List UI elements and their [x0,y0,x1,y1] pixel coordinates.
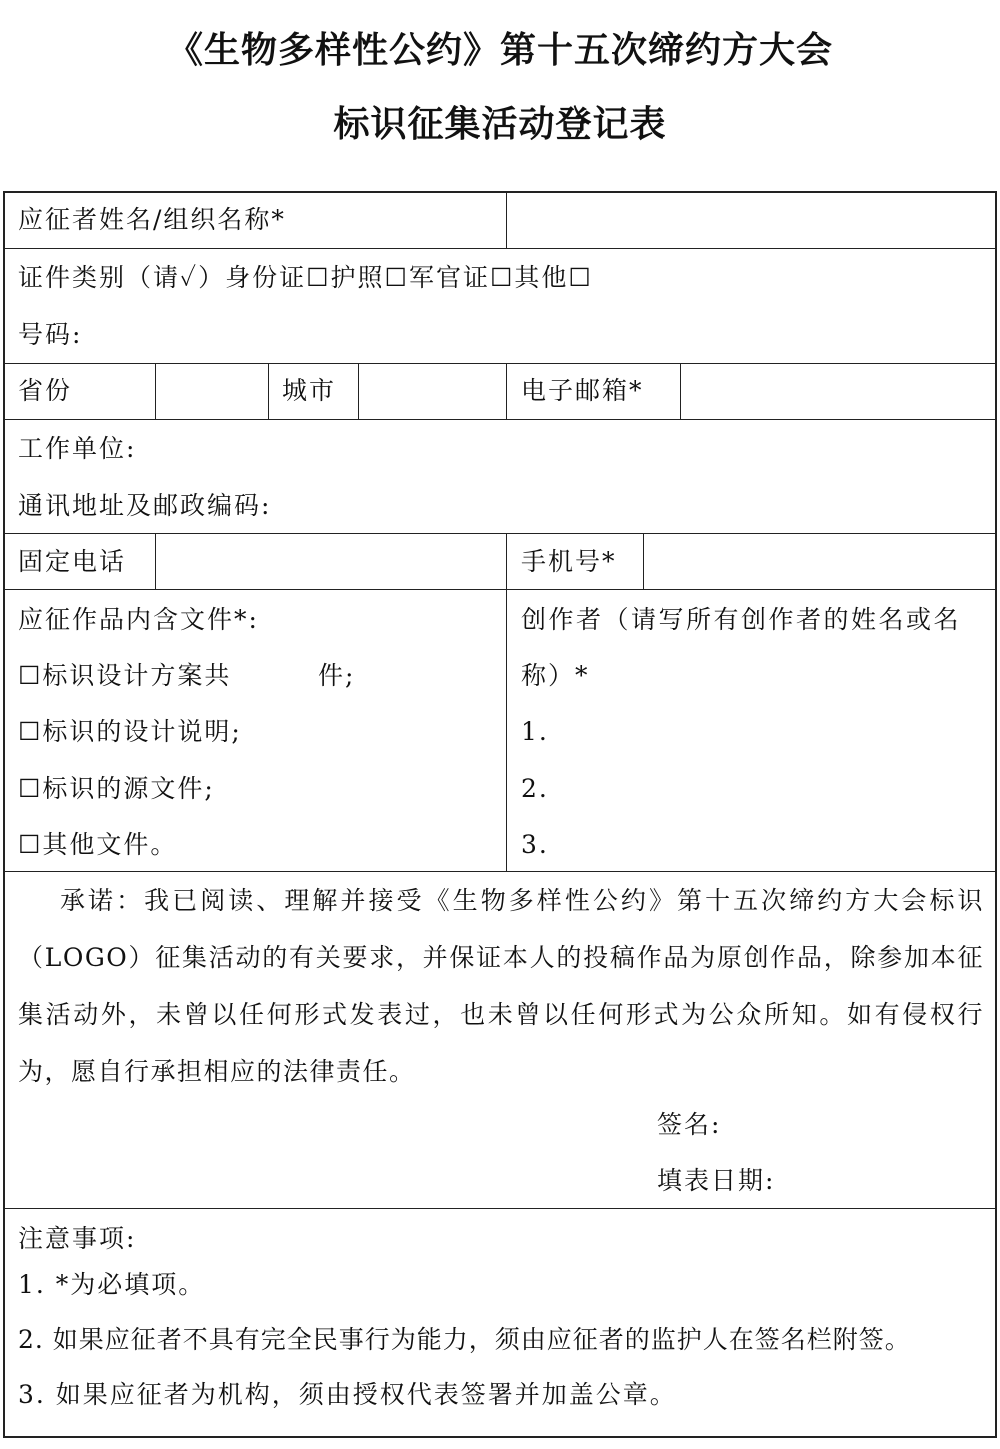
address-label: 通讯地址及邮政编码: [18,491,272,520]
id-number-label: 号码: [18,320,83,349]
column-divider [506,191,507,248]
applicant-name-field[interactable] [510,195,994,246]
creator-1: 1. [521,717,549,746]
file-item-design-description[interactable]: ☐标识的设计说明; [18,717,242,746]
document-title-line2: 标识征集活动登记表 [333,104,667,145]
pledge-paragraph [18,872,984,1100]
note-1: 1. *为必填项。 [18,1270,206,1299]
file-item-design-scheme-unit: 件; [318,661,356,690]
work-unit-label: 工作单位: [18,434,137,463]
date-label: 填表日期: [657,1166,776,1195]
landline-field[interactable] [158,536,504,587]
files-label: 应征作品内含文件*: [18,605,259,634]
column-divider [680,363,681,419]
province-field[interactable] [158,366,266,417]
email-field[interactable] [683,366,994,417]
row-divider [3,363,997,364]
id-type-label: 证件类别（请✓）身份证☐护照☐军官证☐其他☐ [18,263,593,292]
mobile-label: 手机号* [521,547,617,576]
note-2: 2. 如果应征者不具有完全民事行为能力，须由应征者的监护人在签名栏附签。 [18,1325,911,1354]
column-divider [643,533,644,589]
note-3: 3. 如果应征者为机构，须由授权代表签署并加盖公章。 [18,1380,677,1409]
row-divider [3,1208,997,1209]
city-label: 城市 [282,376,337,405]
creator-3: 3. [521,830,549,859]
document-title-line1: 《生物多样性公约》第十五次缔约方大会 [166,30,833,71]
landline-label: 固定电话 [18,547,127,576]
city-field[interactable] [361,366,504,417]
column-divider [268,363,269,419]
notes-title: 注意事项: [18,1224,137,1253]
creators-label-line1: 创作者（请写所有创作者的姓名或名 [521,605,962,634]
mobile-field[interactable] [646,536,994,587]
file-item-other-files[interactable]: ☐其他文件。 [18,830,178,859]
row-divider [3,589,997,590]
signature-label: 签名: [657,1110,722,1139]
row-divider [3,419,997,420]
column-divider [506,589,507,871]
row-divider [3,533,997,534]
creator-2: 2. [521,774,549,803]
pledge-text: 承诺：我已阅读、理解并接受《生物多样性公约》第十五次缔约方大会标识（LOGO）征集活动的有关要求，并保证本人的投稿作品为原创作品，除参加本征集活动外，未曾以任何形式发表过，也未曾以任何形式为公众所知。如有侵权行为，愿自行承担相应的法律责任。 [18,886,984,1086]
column-divider [155,533,156,589]
column-divider [506,533,507,589]
applicant-name-label: 应征者姓名/组织名称* [18,205,286,234]
row-divider [3,248,997,249]
province-label: 省份 [18,376,73,405]
column-divider [358,363,359,419]
creators-label-line2: 称）* [521,661,590,690]
column-divider [506,363,507,419]
email-label: 电子邮箱* [521,376,644,405]
file-item-design-scheme[interactable]: ☐标识设计方案共 [18,661,232,690]
column-divider [155,363,156,419]
file-item-source-file[interactable]: ☐标识的源文件; [18,774,215,803]
